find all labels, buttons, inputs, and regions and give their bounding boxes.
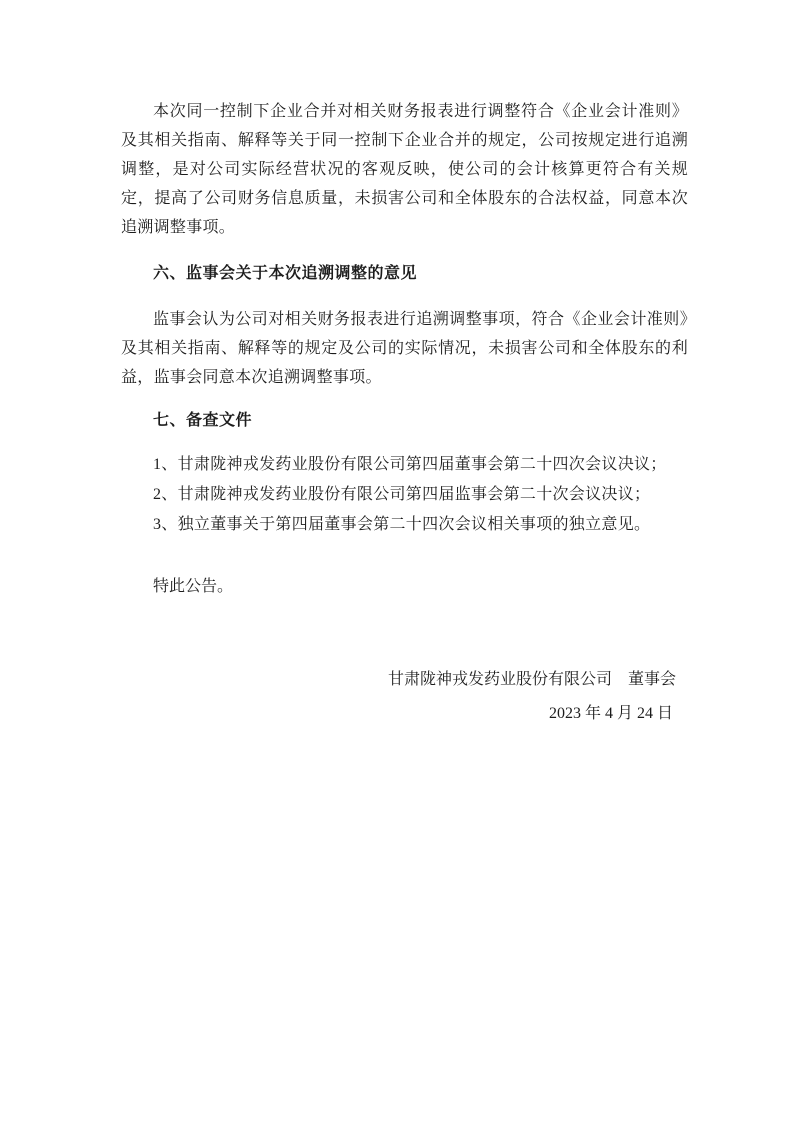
document-content [121,97,688,728]
signature-line: 甘肃陇神戎发药业股份有限公司 董事会 [387,671,676,688]
date-line: 2023 年 4 月 24 日 [548,705,673,722]
paragraph-supervisory-opinion: 监事会认为公司对相关财务报表进行追溯调整事项，符合《企业会计准则》及其相关指南、解释等的规定及公司的实际情况，未损害公司和全体股东的利益，监事会同意本次追溯调整事项。 [121,311,688,386]
section-7-heading: 七、备查文件 [153,412,253,429]
closing-statement: 特此公告。 [153,578,234,595]
list-item-supervisory-resolution: 2、甘肃陇神戎发药业股份有限公司第四届监事会第二十次会议决议； [153,486,651,503]
section-6-heading: 六、监事会关于本次追溯调整的意见 [153,265,418,282]
reference-documents-list [121,450,688,540]
paragraph-board-opinion: 本次同一控制下企业合并对相关财务报表进行调整符合《企业会计准则》及其相关指南、解释等关于同一控制下企业合并的规定，公司按规定进行追溯调整，是对公司实际经营状况的客观反映，使公司的会计核算更符合有关规定，提高了公司财务信息质量，未损害公司和全体股东的合法权益，同意本次追溯调整事项。 [121,103,688,236]
list-item-independent-opinion: 3、独立董事关于第四届董事会第二十四次会议相关事项的独立意见。 [153,516,651,533]
list-item-board-resolution: 1、甘肃陇神戎发药业股份有限公司第四届董事会第二十四次会议决议； [153,456,667,473]
